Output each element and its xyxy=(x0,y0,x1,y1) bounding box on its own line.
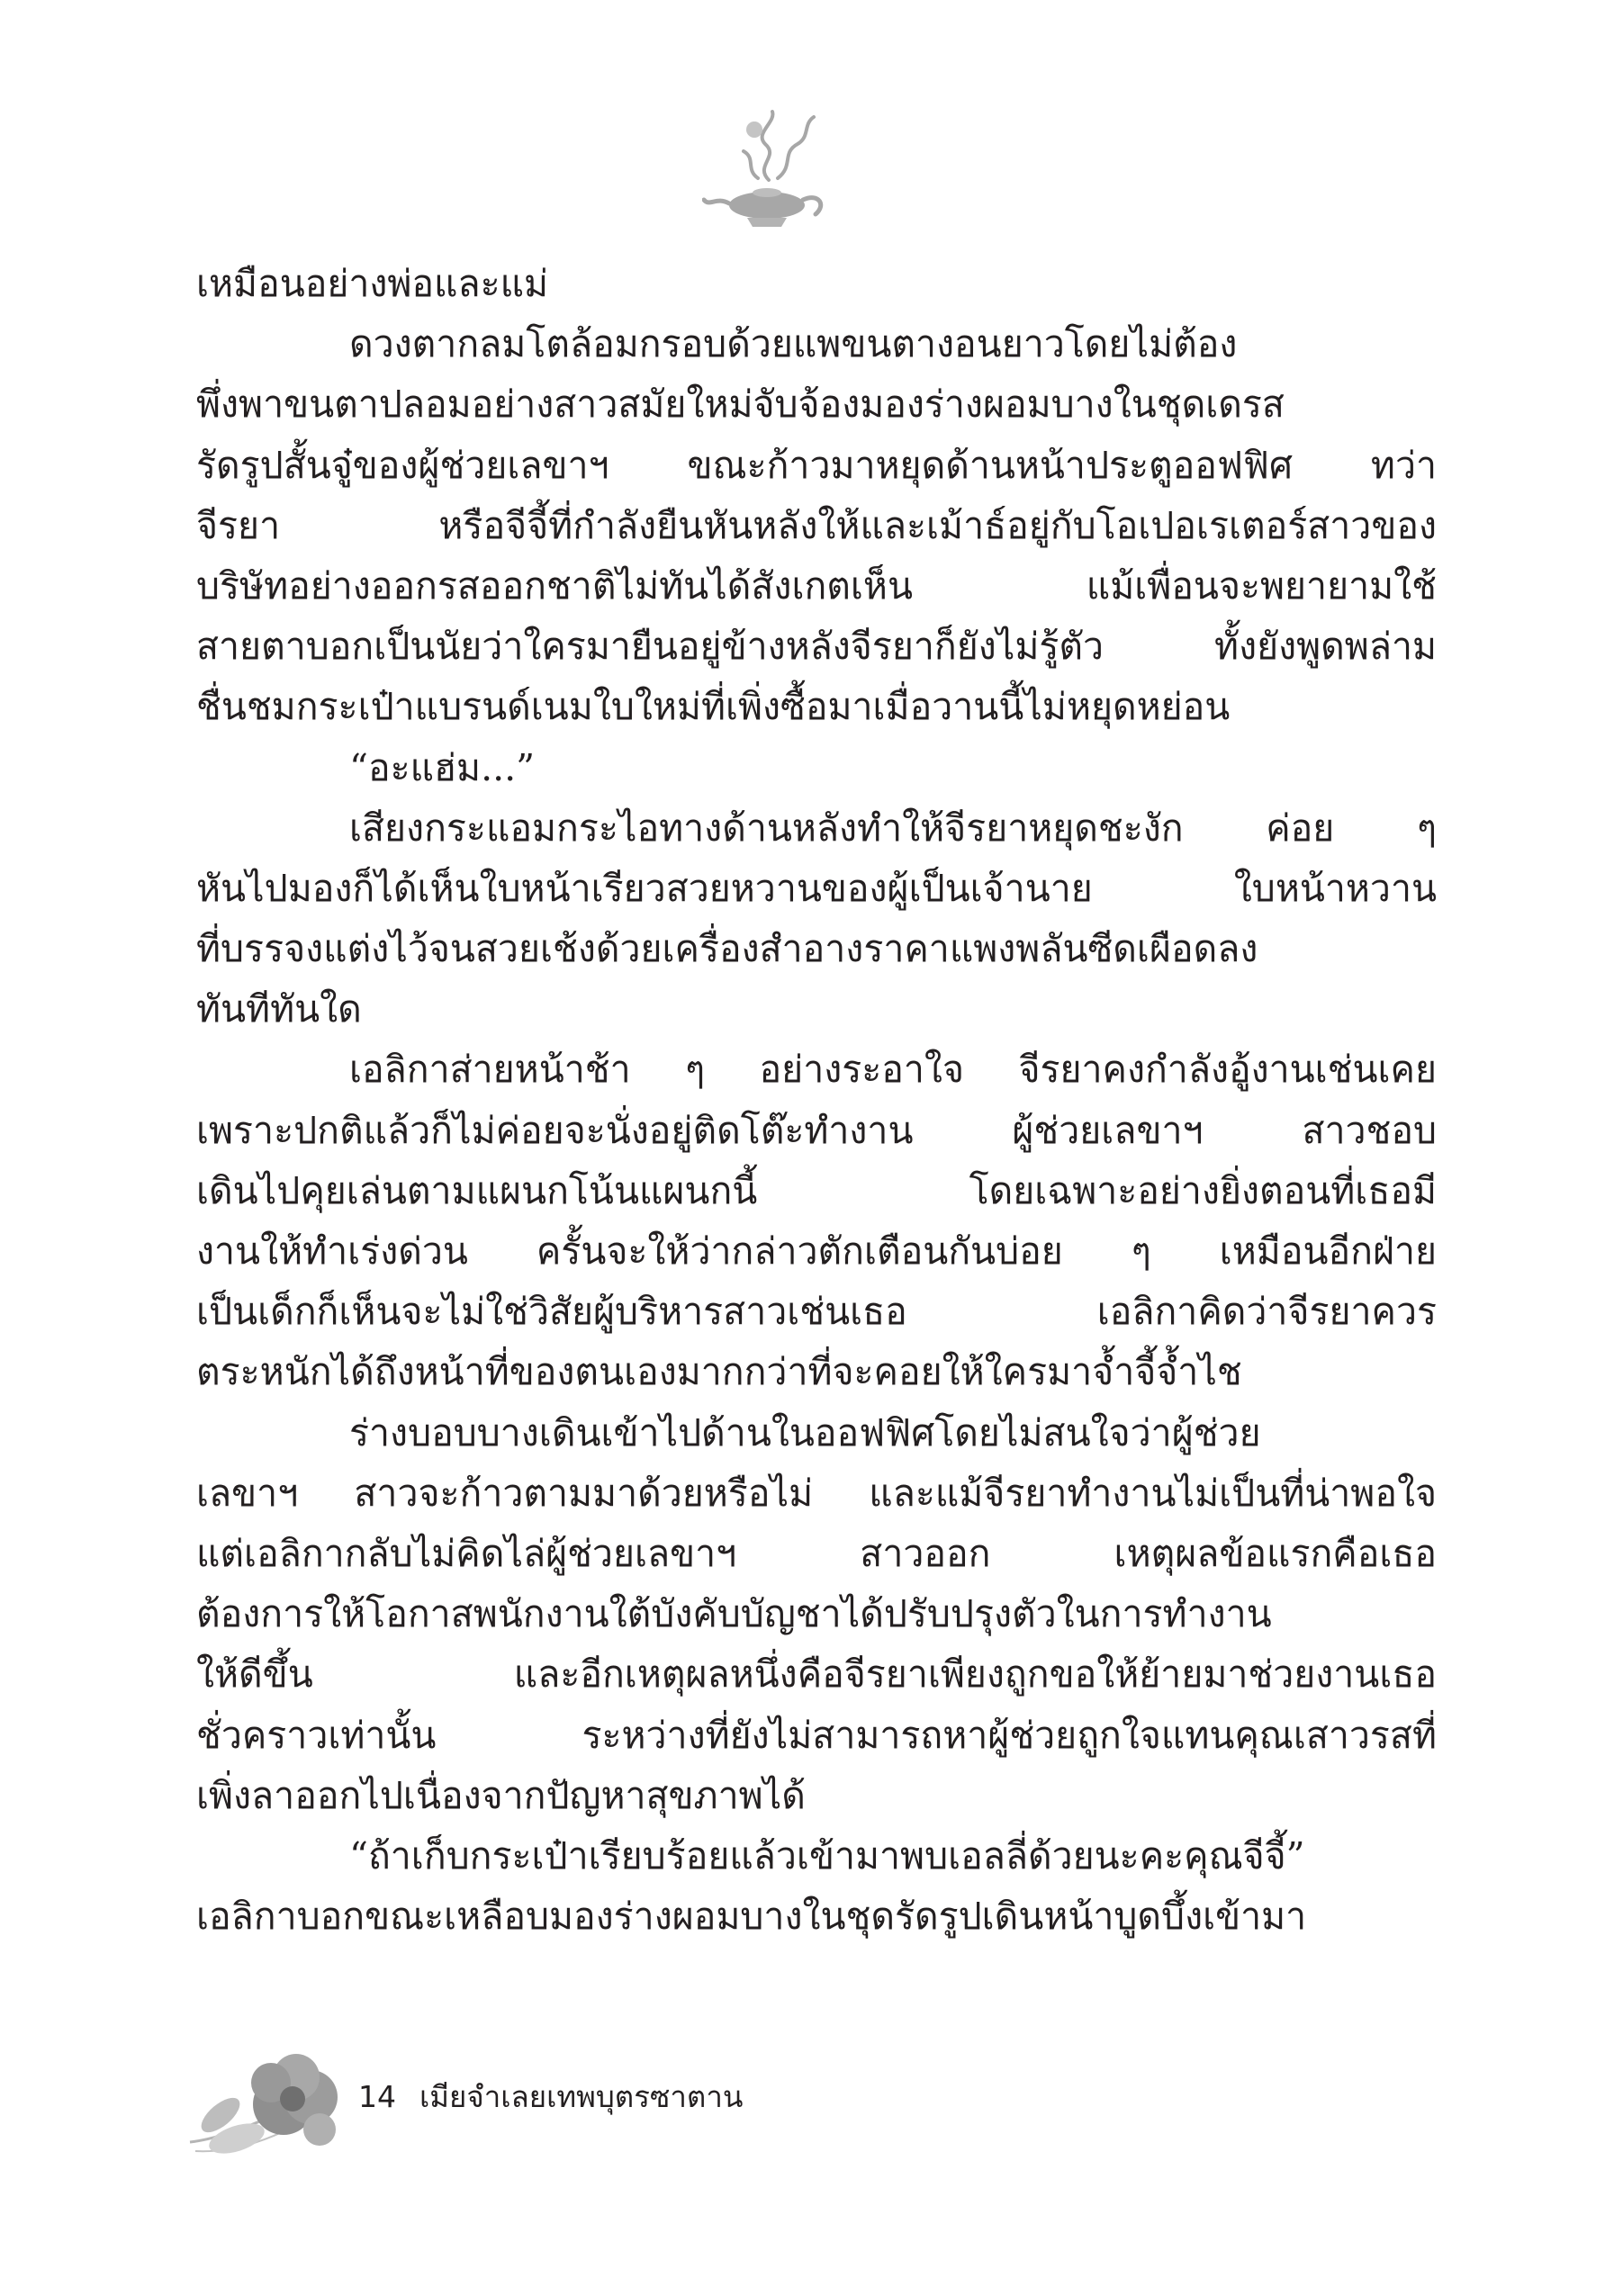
body-line: ร่างบอบบางเดินเข้าไปด้านในออฟฟิศโดยไม่สนใจว่าผู้ช่วย xyxy=(349,1410,1261,1454)
genie-lamp-icon xyxy=(702,106,837,241)
body-line: ตระหนักได้ถึงหน้าที่ของตนเองมากกว่าที่จะคอยให้ใครมาจ้ำจี้จ้ำไช xyxy=(196,1350,1242,1394)
page-number: 14 xyxy=(358,2079,396,2114)
body-line: แต่เอลิกากลับไม่คิดไล่ผู้ช่วยเลขาฯ สาวออก เหตุผลข้อแรกคือเธอ xyxy=(196,1531,1437,1575)
body-line: เพิ่งลาออกไปเนื่องจากปัญหาสุขภาพได้ xyxy=(196,1773,806,1817)
folio xyxy=(358,2073,743,2120)
body-line: รัดรูปสั้นจู๋ของผู้ช่วยเลขาฯ ขณะก้าวมาหยุดด้านหน้าประตูออฟฟิศ ทว่า xyxy=(196,443,1437,487)
body-line: เอลิกาส่ายหน้าช้า ๆ อย่างระอาใจ จีรยาคงกำลังอู้งานเช่นเคย xyxy=(349,1048,1437,1092)
body-line: ที่บรรจงแต่งไว้จนสวยเช้งด้วยเครื่องสำอางราคาแพงพลันซีดเผือดลง xyxy=(196,927,1258,971)
body-line: บริษัทอย่างออกรสออกชาติไม่ทันได้สังเกตเห็น แม้เพื่อนจะพยายามใช้ xyxy=(196,563,1437,608)
body-line: ชั่วคราวเท่านั้น ระหว่างที่ยังไม่สามารถหาผู้ช่วยถูกใจแทนคุณเสาวรสที่ xyxy=(196,1713,1437,1757)
body-line: งานให้ทำเร่งด่วน ครั้นจะให้ว่ากล่าวตักเตือนกันบ่อย ๆ เหมือนอีกฝ่าย xyxy=(196,1229,1437,1273)
body-line: จีรยา หรือจีจี้ที่กำลังยืนหันหลังให้และเม้าธ์อยู่กับโอเปอเรเตอร์สาวของ xyxy=(196,503,1437,547)
body-line: ต้องการให้โอกาสพนักงานใต้บังคับบัญชาได้ปรับปรุงตัวในการทำงาน xyxy=(196,1592,1272,1636)
body-line: เลขาฯ สาวจะก้าวตามมาด้วยหรือไม่ และแม้จีรยาทำงานไม่เป็นที่น่าพอใจ xyxy=(196,1471,1437,1515)
body-line: พึ่งพาขนตาปลอมอย่างสาวสมัยใหม่จับจ้องมองร่างผอมบางในชุดเดรส xyxy=(196,383,1285,427)
flower-icon xyxy=(185,2052,369,2178)
book-title: เมียจำเลยเทพบุตรซาตาน xyxy=(419,2079,744,2114)
body-line: ชื่นชมกระเป๋าแบรนด์เนมใบใหม่ที่เพิ่งซื้อมาเมื่อวานนี้ไม่หยุดหย่อน xyxy=(196,685,1231,729)
body-line: ดวงตากลมโตล้อมกรอบด้วยแพขนตางอนยาวโดยไม่ต้อง xyxy=(349,322,1238,366)
body-line: เหมือนอย่างพ่อและแม่ xyxy=(196,262,549,305)
body-line: หันไปมองก็ได้เห็นใบหน้าเรียวสวยหวานของผู้เป็นเจ้านาย ใบหน้าหวาน xyxy=(196,866,1437,910)
body-line: เพราะปกติแล้วก็ไม่ค่อยจะนั่งอยู่ติดโต๊ะทำงาน ผู้ช่วยเลขาฯ สาวชอบ xyxy=(196,1108,1437,1152)
body-line: “ถ้าเก็บกระเป๋าเรียบร้อยแล้วเข้ามาพบเอลลี่ด้วยนะคะคุณจีจี้” xyxy=(349,1833,1305,1877)
body-line: เดินไปคุยเล่นตามแผนกโน้นแผนกนี้ โดยเฉพาะอย่างยิ่งตอนที่เธอมี xyxy=(196,1168,1437,1212)
body-line: เสียงกระแอมกระไอทางด้านหลังทำให้จีรยาหยุดชะงัก ค่อย ๆ xyxy=(349,806,1437,850)
body-line: ให้ดีขึ้น และอีกเหตุผลหนึ่งคือจีรยาเพียงถูกขอให้ย้ายมาช่วยงานเธอ xyxy=(196,1652,1437,1697)
body-line: เป็นเด็กก็เห็นจะไม่ใช่วิสัยผู้บริหารสาวเช่นเธอ เอลิกาคิดว่าจีรยาควร xyxy=(196,1290,1437,1334)
body-line: เอลิกาบอกขณะเหลือบมองร่างผอมบางในชุดรัดรูปเดินหน้าบูดบึ้งเข้ามา xyxy=(196,1895,1307,1939)
body-line: สายตาบอกเป็นนัยว่าใครมายืนอยู่ข้างหลังจีรยาก็ยังไม่รู้ตัว ทั้งยังพูดพล่าม xyxy=(196,625,1437,669)
body-text xyxy=(196,254,1437,1947)
body-line: “อะแฮ่ม...” xyxy=(349,745,536,789)
body-line: ทันทีทันใด xyxy=(196,987,362,1031)
